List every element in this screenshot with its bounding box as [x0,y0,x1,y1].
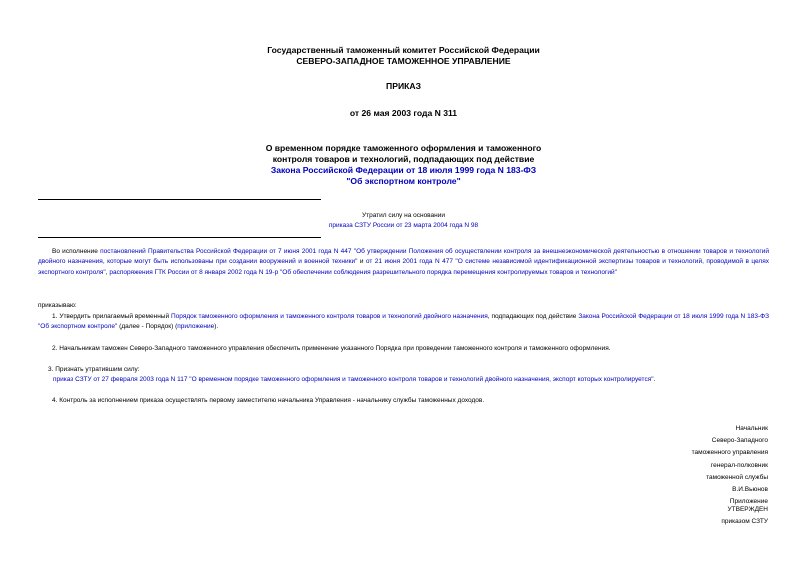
approval-block [468,504,768,528]
signatory-name: В.И.Вьюнов [732,486,768,494]
preamble-text-3: , [105,268,110,276]
item-2-paragraph: 2. Начальникам таможен Северо-Западного таможенного управления обеспечить применение указанного Порядка при проведении таможенного контроля и таможенного оформления. [52,345,611,352]
item-1-paragraph [38,312,769,333]
repeal-notice: Утратил силу на основании [361,212,446,219]
export-control-law-link[interactable]: Закона Российской Федерации от 18 июля 1999 года N 183-ФЗ "Об экспортном контроле" [38,313,769,331]
title-line-2: контроля товаров и технологий, подпадающих под действие [272,154,535,164]
repeal-notice-link[interactable]: приказа СЗТУ России от 23 марта 2004 года N 98 [328,222,479,229]
szttu-order-117-link[interactable]: приказ СЗТУ от 27 февраля 2003 года N 117 "О временном порядке таможенного оформления и таможенного контроля товаров и технологий двойного назначения, экспорт которых контролируется" [53,376,654,383]
divider-top [38,199,321,200]
title-law-link[interactable]: Закона Российской Федерации от 18 июля 1999 года N 183-ФЗ [270,165,537,175]
item-1-text-c: (далее - Порядок) ( [117,323,178,331]
preamble-text-1: Во исполнение [52,248,101,255]
preamble-text-2: и [357,258,366,266]
preamble-paragraph [38,247,769,278]
divider-bottom [38,237,321,238]
government-decree-447-link[interactable]: постановлений Правительства Российской Федерации от 7 июня 2001 года N 447 "Об утверждении Положения об осуществлении контроля за внешнеэкономической деятельностью в отношении товаров и технологий двойного назначения, которые могут быть использованы при создании вооружений и военной техники" [38,248,769,266]
item-3-paragraph [53,375,769,385]
title-line-1: О временном порядке таможенного оформления и таможенного [265,143,542,153]
signature-line-2: Северо-Западного [711,437,768,445]
item-3-heading: 3. Признать утратившим силу: [48,366,140,373]
item-4-paragraph: 4. Контроль за исполнением приказа осуществлять первому заместителю начальника Управления - начальнику службы таможенных доходов. [52,397,485,404]
approved-by-order: приказом СЗТУ [721,518,768,526]
department-name: СЕВЕРО-ЗАПАДНОЕ ТАМОЖЕННОЕ УПРАВЛЕНИЕ [296,56,511,66]
signature-line-1: Начальник [735,425,768,432]
document-date-number: от 26 мая 2003 года N 311 [349,108,458,118]
item-1-text-b: , подпадающих под действие [487,313,579,320]
order-word: приказываю: [38,302,77,309]
item-1-text-a: 1. Утвердить прилагаемый временный [52,313,171,320]
signature-line-3: таможенного управления [691,449,768,457]
appendix-link[interactable]: приложение [177,323,215,331]
government-decree-477-link[interactable]: от 21 июня 2001 года N 477 "О системе независимой идентификационной экспертизы товаров и технологий, проводимой в целях экспортного контроля" [38,258,769,276]
document-type: ПРИКАЗ [386,81,421,91]
gtk-order-19r-link[interactable]: распоряжения ГТК России от 8 января 2002 года N 19-р "Об обеспечении соблюдения разрешительного порядка перемещения контролируемых товаров и технологий" [109,268,617,276]
item-3-end: . [653,376,656,383]
signature-line-5: таможенной службы [706,473,768,481]
signature-block [468,423,768,508]
appendix-label: Приложение [729,498,768,506]
title-law-name-link[interactable]: "Об экспортном контроле" [346,176,461,186]
committee-name: Государственный таможенный комитет Российской Федерации [267,45,540,55]
procedure-link[interactable]: Порядок таможенного оформления и таможенного контроля товаров и технологий двойного назначения [171,313,488,320]
item-1-text-d: ). [214,323,219,331]
signature-line-4: генерал-полковник [710,461,768,469]
approved-label: УТВЕРЖДЕН [727,506,768,513]
